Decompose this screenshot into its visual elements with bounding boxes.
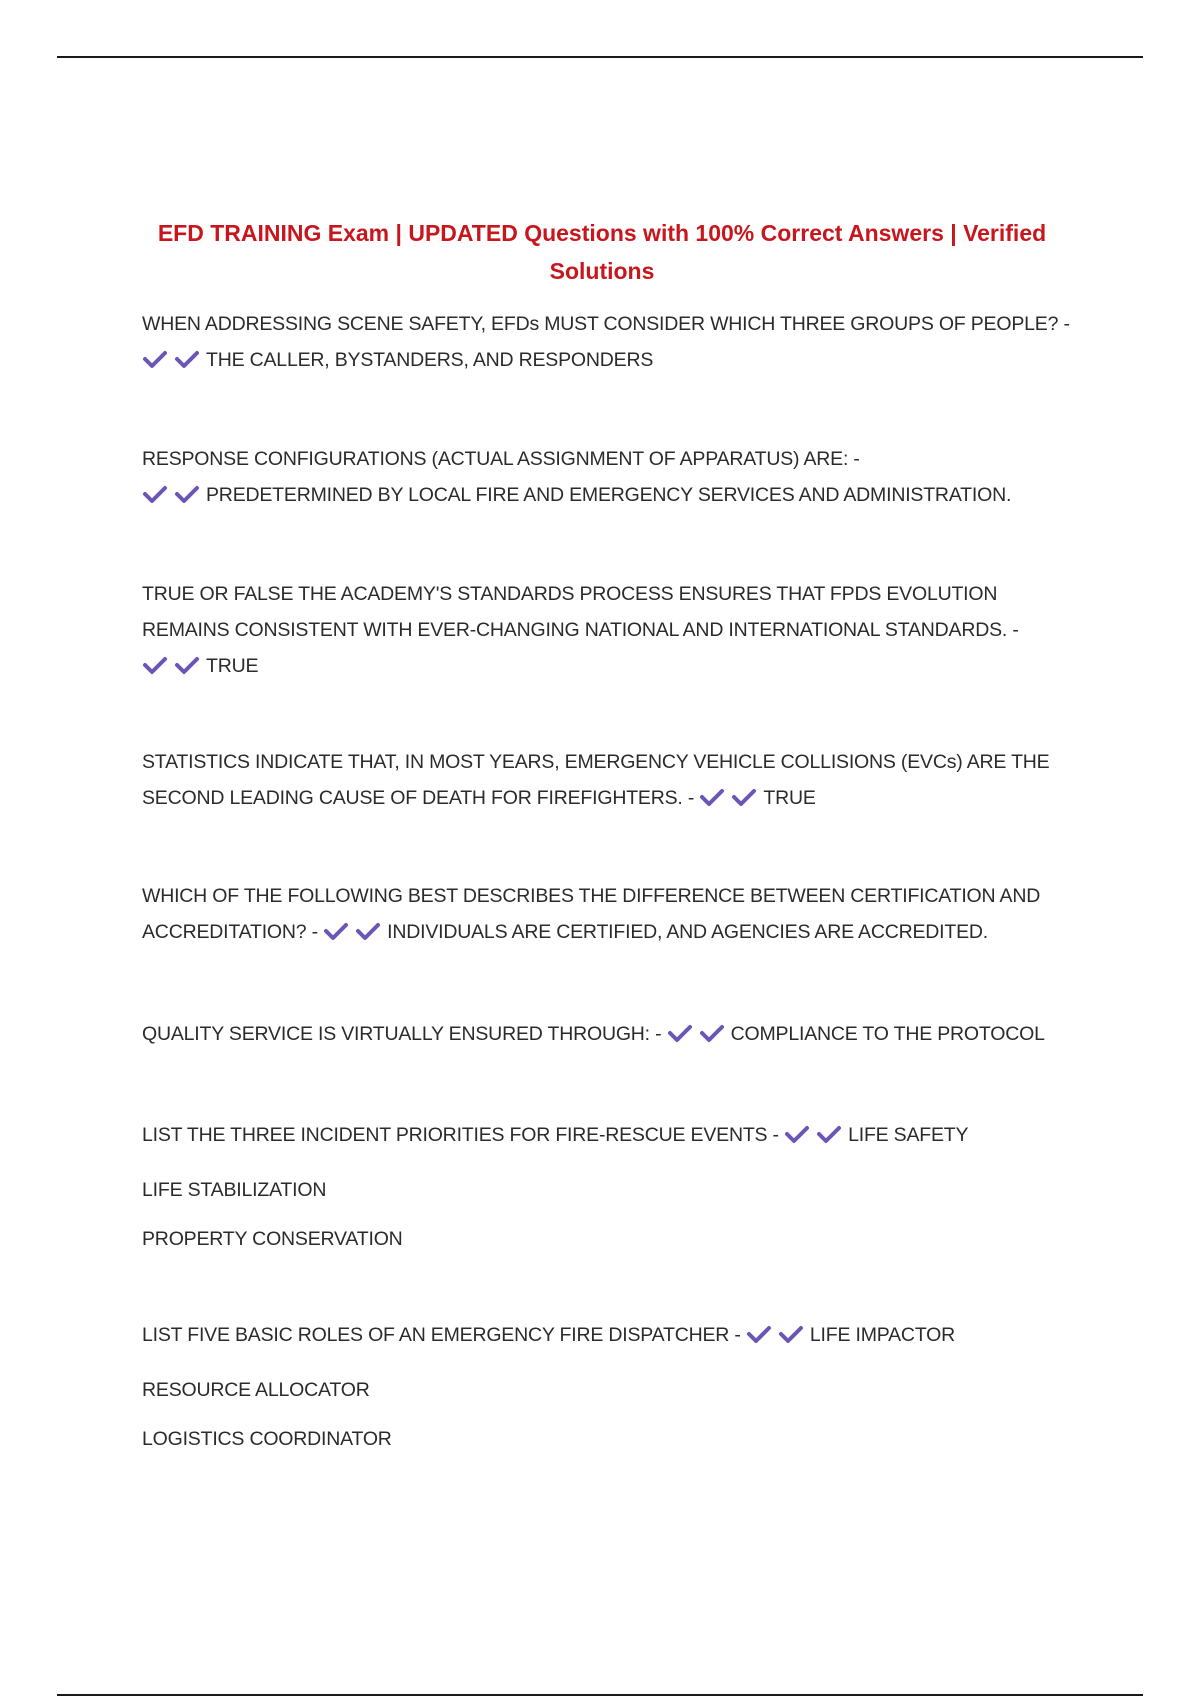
answer-line: PROPERTY CONSERVATION: [142, 1228, 403, 1250]
answer-checkmarks: [142, 349, 206, 371]
answer-checkmarks: [784, 1124, 848, 1146]
question-text: RESPONSE CONFIGURATIONS (ACTUAL ASSIGNMENT OF APPARATUS) ARE: -: [142, 448, 860, 470]
answer-line: RESOURCE ALLOCATOR: [142, 1379, 370, 1401]
question-text: QUALITY SERVICE IS VIRTUALLY ENSURED THROUGH: -: [142, 1023, 662, 1045]
qa-item-5: [142, 878, 1072, 950]
check-icon: [174, 349, 200, 369]
answer-line: LIFE STABILIZATION: [142, 1179, 327, 1201]
answer-checkmarks: [323, 921, 387, 943]
check-icon: [174, 484, 200, 504]
check-icon: [667, 1023, 693, 1043]
qa-item-2: [142, 441, 1072, 513]
question-text: WHICH OF THE FOLLOWING BEST DESCRIBES THE DIFFERENCE BETWEEN CERTIFICATION AND ACCREDITATION? -: [142, 885, 1041, 943]
question-text: WHEN ADDRESSING SCENE SAFETY, EFDs MUST CONSIDER WHICH THREE GROUPS OF PEOPLE? -: [142, 313, 1070, 335]
qa-item-3: [142, 576, 1072, 684]
answer-checkmarks: [699, 787, 763, 809]
check-icon: [174, 655, 200, 675]
check-icon: [699, 787, 725, 807]
document-title: EFD TRAINING Exam | UPDATED Questions with 100% Correct Answers | Verified Solutions: [157, 220, 1047, 284]
check-icon: [142, 349, 168, 369]
answer-text: PREDETERMINED BY LOCAL FIRE AND EMERGENCY SERVICES AND ADMINISTRATION.: [206, 484, 1012, 506]
question-text: LIST FIVE BASIC ROLES OF AN EMERGENCY FIRE DISPATCHER -: [142, 1324, 741, 1346]
answer-checkmarks: [746, 1324, 810, 1346]
answer-text: TRUE: [763, 787, 816, 809]
check-icon: [778, 1324, 804, 1344]
check-icon: [746, 1324, 772, 1344]
answer-text: INDIVIDUALS ARE CERTIFIED, AND AGENCIES ARE ACCREDITED.: [387, 921, 989, 943]
qa-item-1: [142, 306, 1072, 378]
question-text: TRUE OR FALSE THE ACADEMY'S STANDARDS PROCESS ENSURES THAT FPDS EVOLUTION REMAINS CONSISTENT WITH EVER-CHANGING NATIONAL AND INTERNATIONAL STANDARDS. -: [142, 583, 1019, 641]
question-text: STATISTICS INDICATE THAT, IN MOST YEARS, EMERGENCY VEHICLE COLLISIONS (EVCs) ARE THE SECOND LEADING CAUSE OF DEATH FOR FIREFIGHTERS. -: [142, 751, 1050, 809]
top-rule: [57, 56, 1143, 58]
answer-checkmarks: [667, 1023, 731, 1045]
check-icon: [142, 655, 168, 675]
question-text: LIST THE THREE INCIDENT PRIORITIES FOR FIRE-RESCUE EVENTS -: [142, 1124, 779, 1146]
check-icon: [816, 1124, 842, 1144]
bottom-rule: [57, 1694, 1143, 1696]
qa-item-4: [142, 744, 1072, 816]
answer-checkmarks: [142, 655, 206, 677]
check-icon: [142, 484, 168, 504]
answer-text: COMPLIANCE TO THE PROTOCOL: [730, 1023, 1045, 1045]
check-icon: [699, 1023, 725, 1043]
answer-text: LIFE SAFETY: [848, 1124, 969, 1146]
check-icon: [784, 1124, 810, 1144]
answer-line: LOGISTICS COORDINATOR: [142, 1428, 392, 1450]
answer-text: TRUE: [206, 655, 259, 677]
qa-item-8: [142, 1317, 1072, 1464]
answer-text: THE CALLER, BYSTANDERS, AND RESPONDERS: [206, 349, 654, 371]
check-icon: [355, 921, 381, 941]
check-icon: [323, 921, 349, 941]
qa-item-6: [142, 1016, 1072, 1052]
qa-item-7: [142, 1117, 1072, 1264]
answer-text: LIFE IMPACTOR: [809, 1324, 956, 1346]
check-icon: [731, 787, 757, 807]
answer-checkmarks: [142, 484, 206, 506]
